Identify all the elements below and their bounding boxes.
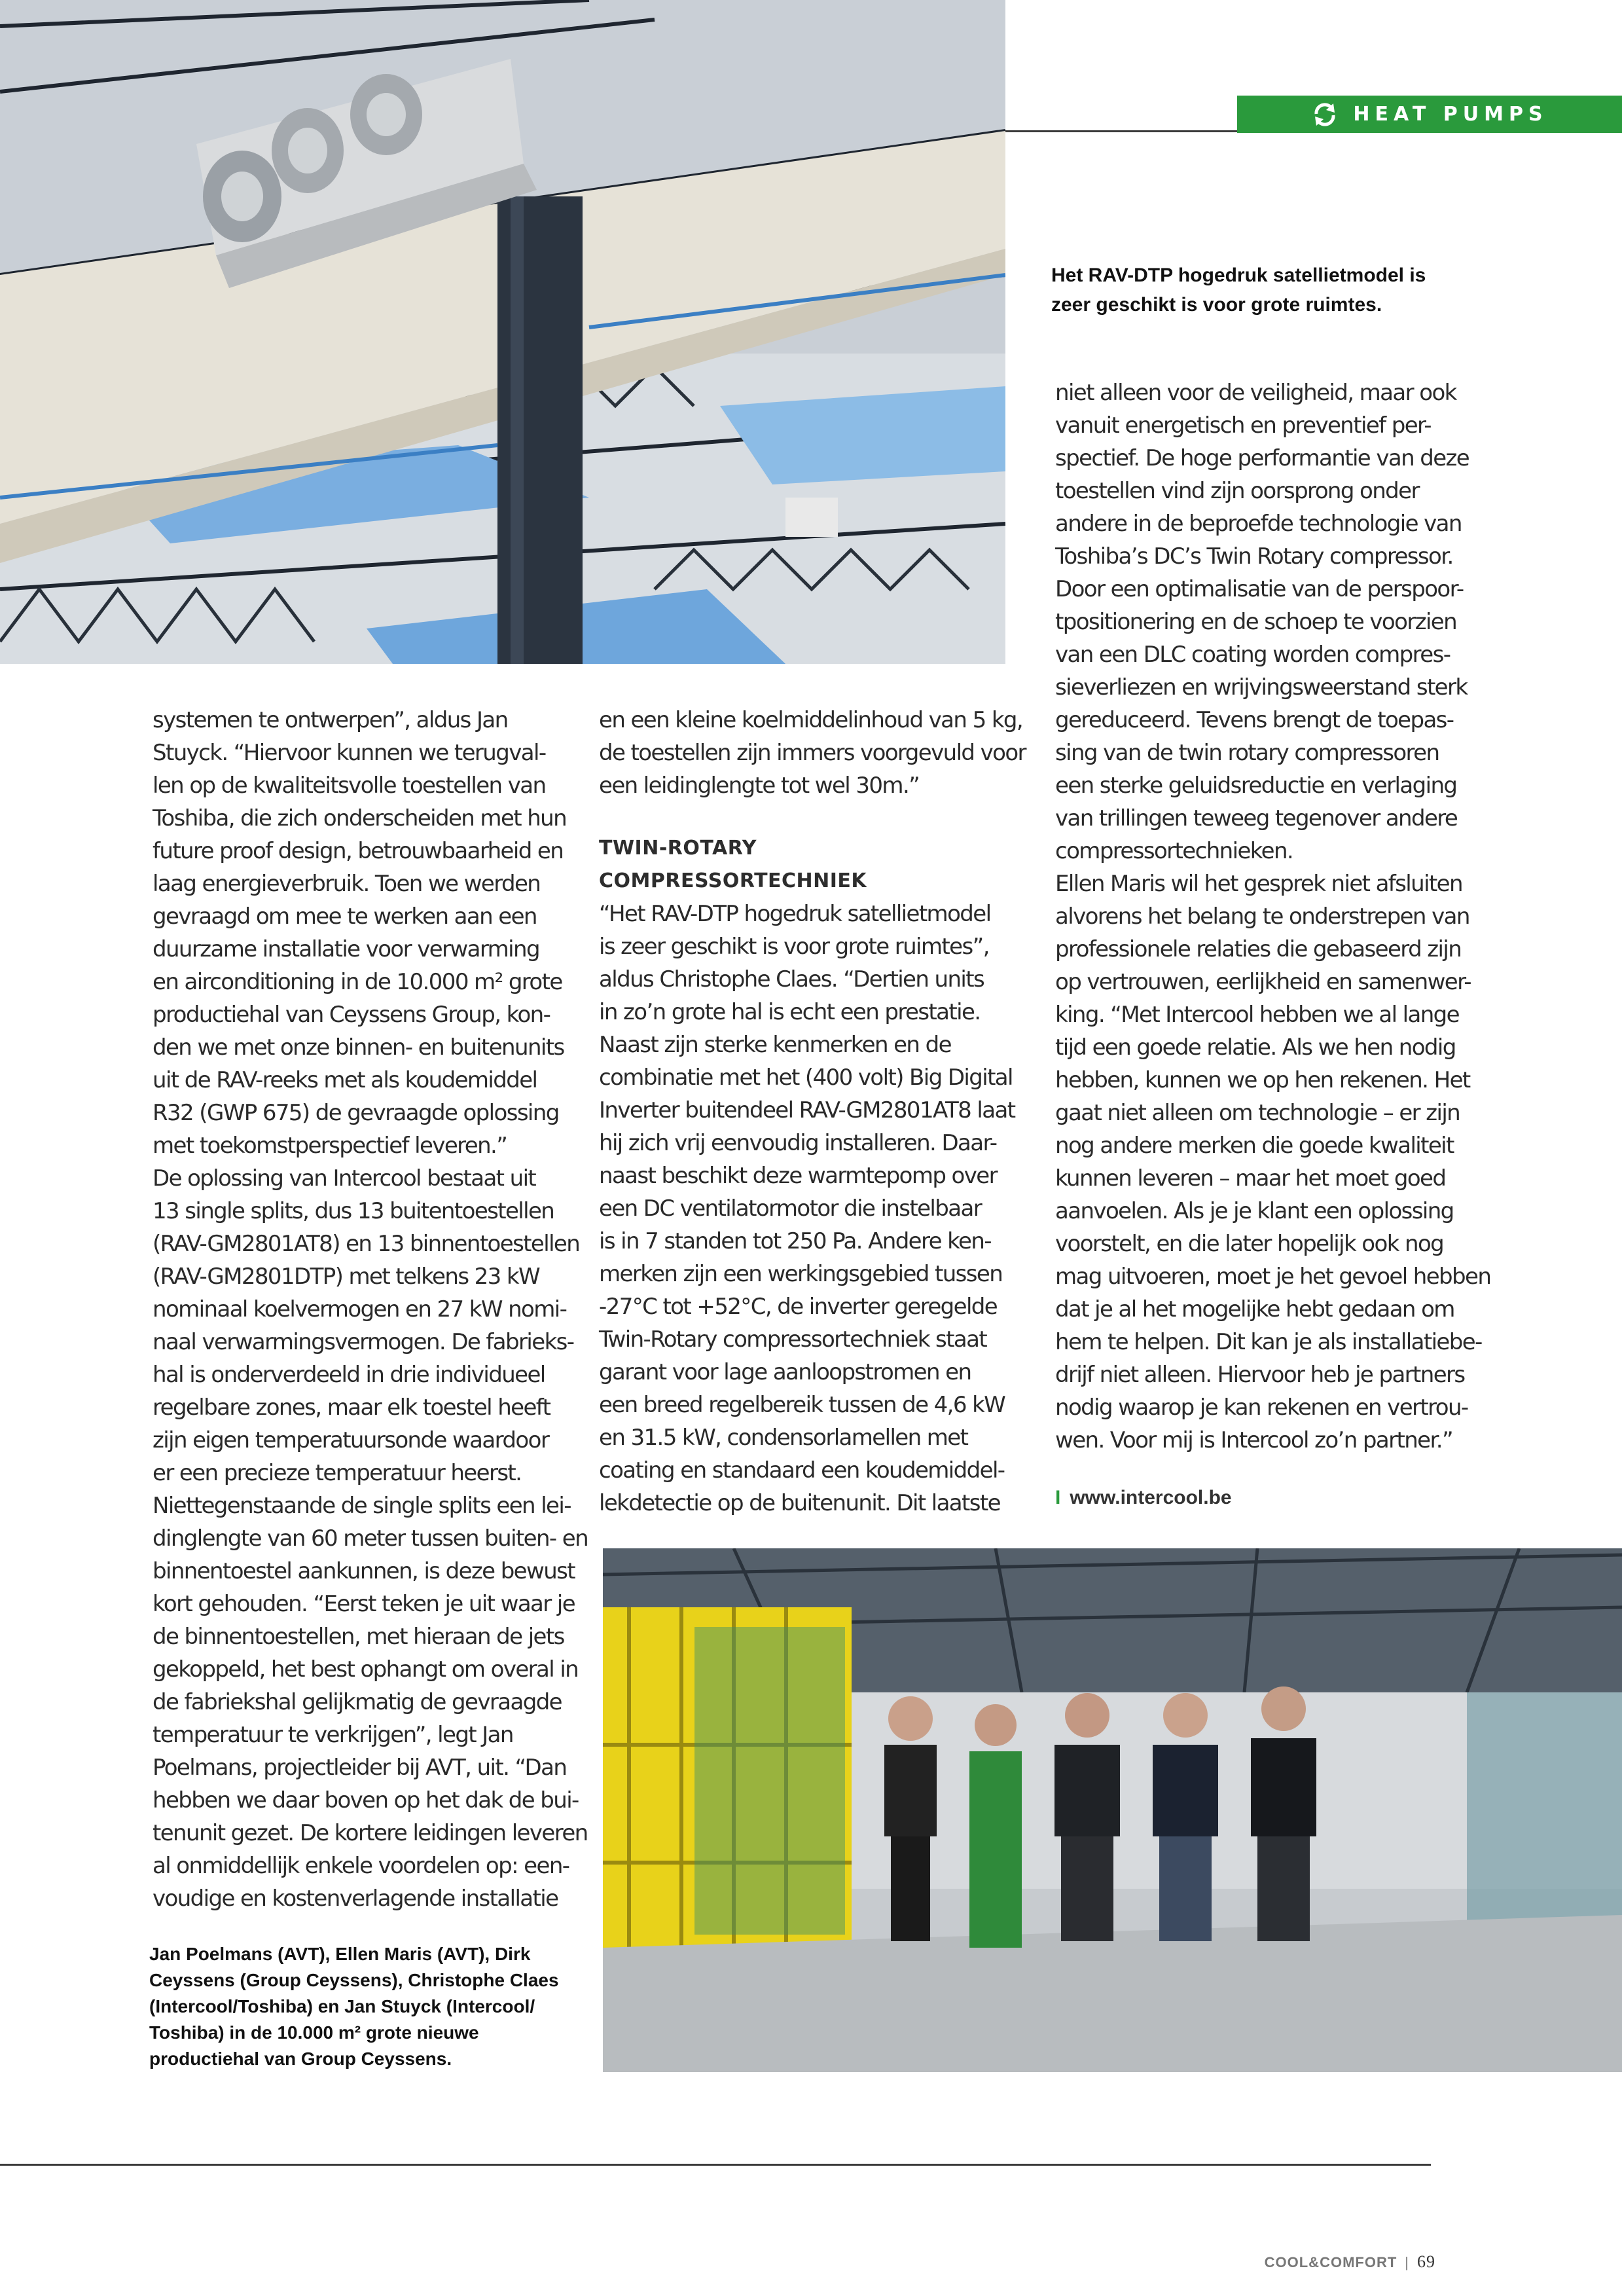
- text-line: niet alleen voor de veiligheid, maar ook: [1055, 380, 1456, 406]
- text-line: Inverter buitendeel RAV-GM2801AT8 laat: [599, 1097, 1015, 1123]
- text-line: naast beschikt deze warmtepomp over: [599, 1163, 997, 1189]
- text-line: future proof design, betrouwbaarheid en: [153, 838, 564, 864]
- text-line: een DC ventilatormotor die instelbaar: [599, 1195, 982, 1222]
- text-line: gaat niet alleen om technologie – er zijn: [1055, 1100, 1460, 1126]
- text-line: binnentoestel aankunnen, is deze bewust: [153, 1558, 575, 1584]
- text-line: combinatie met het (400 volt) Big Digital: [599, 1065, 1013, 1091]
- url-text: www.intercool.be: [1070, 1487, 1232, 1508]
- text-line: voorstelt, en die later hopelijk ook nog: [1055, 1231, 1444, 1257]
- magazine-name: COOL&COMFORT: [1264, 2254, 1397, 2270]
- text-line: duurzame installatie voor verwarming: [153, 936, 539, 962]
- text-line: hebben we daar boven op het dak de bui-: [153, 1787, 579, 1813]
- text-line: gereduceerd. Tevens brengt de toepas-: [1055, 707, 1454, 733]
- text-line: garant voor lage aanloopstromen en: [599, 1359, 971, 1385]
- article-column-1: [153, 704, 588, 1915]
- text-line: lekdetectie op de buitenunit. Dit laatste: [599, 1490, 1000, 1516]
- text-line: hem te helpen. Dit kan je als installatiebe-: [1055, 1329, 1482, 1355]
- text-line: en een kleine koelmiddelinhoud van 5 kg,: [599, 707, 1023, 733]
- text-line: TWIN-ROTARY: [599, 837, 757, 860]
- text-line: de fabriekshal gelijkmatig de gevraagde: [153, 1689, 562, 1715]
- text-line: is in 7 standen tot 250 Pa. Andere ken-: [599, 1228, 991, 1254]
- text-line: systemen te ontwerpen”, aldus Jan: [153, 707, 508, 733]
- text-line: laag energieverbruik. Toen we werden: [153, 871, 541, 897]
- section-heading: [599, 832, 1018, 898]
- text-line: (RAV-GM2801AT8) en 13 binnentoestellen: [153, 1231, 580, 1257]
- text-line: compressortechnieken.: [1055, 838, 1293, 864]
- text-line: (RAV-GM2801DTP) met telkens 23 kW: [153, 1264, 540, 1290]
- text-line: merken zijn een werkingsgebied tussen: [599, 1261, 1003, 1287]
- text-line: regelbare zones, maar elk toestel heeft: [153, 1394, 550, 1421]
- text-line: is zeer geschikt is voor grote ruimtes”,: [599, 934, 989, 960]
- text-line: kunnen leveren – maar het moet goed: [1055, 1165, 1446, 1192]
- top-photo-ceiling-units: [0, 0, 1005, 664]
- text-line: Toshiba’s DC’s Twin Rotary compressor.: [1055, 543, 1453, 570]
- text-line: andere in de beproefde technologie van: [1055, 511, 1462, 537]
- text-line: Door een optimalisatie van de perspoor-: [1055, 576, 1464, 602]
- text-line: tijd een goede relatie. Als we hen nodig: [1055, 1034, 1456, 1061]
- caption-bottom: Jan Poelmans (AVT), Ellen Maris (AVT), Dirk Ceyssens (Group Ceyssens), Christophe Claes (Intercool/Toshiba) en Jan Stuyck (Intercool/ Toshiba) in de 10.000 m² grote nieuwe productiehal van Group Ceyssens.: [149, 1944, 559, 2069]
- text-line: Poelmans, projectleider bij AVT, uit. “Dan: [153, 1755, 567, 1781]
- article-column-2: [599, 704, 1026, 1520]
- text-line: coating en standaard een koudemiddel-: [599, 1457, 1005, 1484]
- text-line: R32 (GWP 675) de gevraagde oplossing: [153, 1100, 559, 1126]
- text-line: nodig waarop je kan rekenen en vertrou-: [1055, 1394, 1468, 1421]
- text-line: king. “Met Intercool hebben we al lange: [1055, 1002, 1459, 1028]
- text-line: mag uitvoeren, moet je het gevoel hebben: [1055, 1264, 1491, 1290]
- text-line: er een precieze temperatuur heerst.: [153, 1460, 522, 1486]
- text-line: Ellen Maris wil het gesprek niet afsluiten: [1055, 871, 1462, 897]
- text-line: al onmiddellijk enkele voordelen op: een-: [153, 1853, 569, 1879]
- text-line: tenunit gezet. De kortere leidingen leveren: [153, 1820, 588, 1846]
- text-line: in zo’n grote hal is echt een prestatie.: [599, 999, 981, 1025]
- article-column-3: [1055, 376, 1491, 1514]
- text-line: uit de RAV-reeks met als koudemiddel: [153, 1067, 537, 1093]
- text-line: productiehal van Ceyssens Group, kon-: [153, 1002, 550, 1028]
- text-line: 13 single splits, dus 13 buitentoestellen: [153, 1198, 554, 1224]
- text-line: Niettegenstaande de single splits een lei-: [153, 1493, 571, 1519]
- column-2-intro: [599, 704, 1026, 802]
- text-line: aldus Christophe Claes. “Dertien units: [599, 966, 984, 993]
- text-line: hal is onderverdeeld in drie individueel: [153, 1362, 545, 1388]
- text-line: dat je al het mogelijke hebt gedaan om: [1055, 1296, 1454, 1322]
- text-line: een breed regelbereik tussen de 4,6 kW: [599, 1392, 1005, 1418]
- text-line: naal verwarmingsvermogen. De fabrieks-: [153, 1329, 574, 1355]
- text-line: zijn eigen temperatuursonde waardoor: [153, 1427, 549, 1453]
- text-line: COMPRESSORTECHNIEK: [599, 869, 867, 892]
- text-line: de toestellen zijn immers voorgevuld voor: [599, 740, 1026, 766]
- footer-rule: [0, 2164, 1431, 2166]
- text-line: en airconditioning in de 10.000 m² grote: [153, 969, 562, 995]
- text-line: een leidinglengte tot wel 30m.”: [599, 773, 920, 799]
- page-number: 69: [1417, 2252, 1435, 2271]
- page-footer: [1265, 2252, 1435, 2272]
- text-line: van een DLC coating worden compres-: [1055, 642, 1451, 668]
- text-line: professionele relaties die gebaseerd zijn: [1055, 936, 1462, 962]
- header-rule: [1005, 130, 1237, 132]
- text-line: -27°C tot +52°C, de inverter geregelde: [599, 1294, 998, 1320]
- column-2-body: [599, 898, 1018, 1520]
- text-line: voudige en kostenverlagende installatie: [153, 1886, 558, 1912]
- text-line: en 31.5 kW, condensorlamellen met: [599, 1425, 968, 1451]
- text-line: drijf niet alleen. Hiervoor heb je partners: [1055, 1362, 1465, 1388]
- text-line: tpositionering en de schoep te voorzien: [1055, 609, 1457, 635]
- caption-top: Het RAV-DTP hogedruk satellietmodel is zeer geschikt is voor grote ruimtes.: [1051, 264, 1426, 316]
- text-line: len op de kwaliteitsvolle toestellen van: [153, 773, 546, 799]
- text-line: met toekomstperspectief leveren.”: [153, 1133, 507, 1159]
- bottom-photo-group: [603, 1548, 1622, 2072]
- text-line: hebben, kunnen we op hen rekenen. Het: [1055, 1067, 1470, 1093]
- text-line: wen. Voor mij is Intercool zo’n partner.”: [1055, 1427, 1452, 1453]
- text-line: sing van de twin rotary compressoren: [1055, 740, 1439, 766]
- text-line: kort gehouden. “Eerst teken je uit waar je: [153, 1591, 575, 1617]
- text-line: de binnentoestellen, met hieraan de jets: [153, 1624, 564, 1650]
- section-tab-label: HEAT PUMPS: [1353, 103, 1548, 126]
- column-3-body: [1055, 376, 1491, 1457]
- text-line: alvorens het belang te onderstrepen van: [1055, 903, 1469, 930]
- refresh-arrows-icon: [1311, 101, 1339, 128]
- text-line: gekoppeld, het best ophangt om overal in: [153, 1656, 579, 1683]
- text-line: toestellen vind zijn oorsprong onder: [1055, 478, 1419, 504]
- text-line: spectief. De hoge performantie van deze: [1055, 445, 1469, 471]
- text-line: Toshiba, die zich onderscheiden met hun: [153, 805, 567, 831]
- text-line: sieverliezen en wrijvingsweerstand sterk: [1055, 674, 1468, 701]
- text-line: nominaal koelvermogen en 27 kW nomi-: [153, 1296, 567, 1322]
- text-line: Naast zijn sterke kenmerken en de: [599, 1032, 951, 1058]
- text-line: dinglengte van 60 meter tussen buiten- en: [153, 1525, 588, 1552]
- text-line: den we met onze binnen- en buitenunits: [153, 1034, 564, 1061]
- text-line: “Het RAV-DTP hogedruk satellietmodel: [599, 901, 991, 927]
- footer-separator: |: [1405, 2254, 1409, 2270]
- text-line: Stuyck. “Hiervoor kunnen we terugval-: [153, 740, 546, 766]
- text-line: een sterke geluidsreductie en verlaging: [1055, 773, 1457, 799]
- url-bar-marker: I: [1055, 1487, 1061, 1508]
- text-line: hij zich vrij eenvoudig installeren. Daar-: [599, 1130, 997, 1156]
- text-line: vanuit energetisch en preventief per-: [1055, 412, 1431, 439]
- text-line: op vertrouwen, eerlijkheid en samenwer-: [1055, 969, 1471, 995]
- website-link[interactable]: [1055, 1482, 1481, 1514]
- text-line: De oplossing van Intercool bestaat uit: [153, 1165, 536, 1192]
- section-tab: [1237, 96, 1622, 133]
- text-line: gevraagd om mee te werken aan een: [153, 903, 537, 930]
- text-line: van trillingen teweeg tegenover andere: [1055, 805, 1458, 831]
- text-line: aanvoelen. Als je je klant een oplossing: [1055, 1198, 1454, 1224]
- text-line: temperatuur te verkrijgen”, legt Jan: [153, 1722, 513, 1748]
- text-line: nog andere merken die goede kwaliteit: [1055, 1133, 1454, 1159]
- text-line: Twin-Rotary compressortechniek staat: [599, 1326, 987, 1353]
